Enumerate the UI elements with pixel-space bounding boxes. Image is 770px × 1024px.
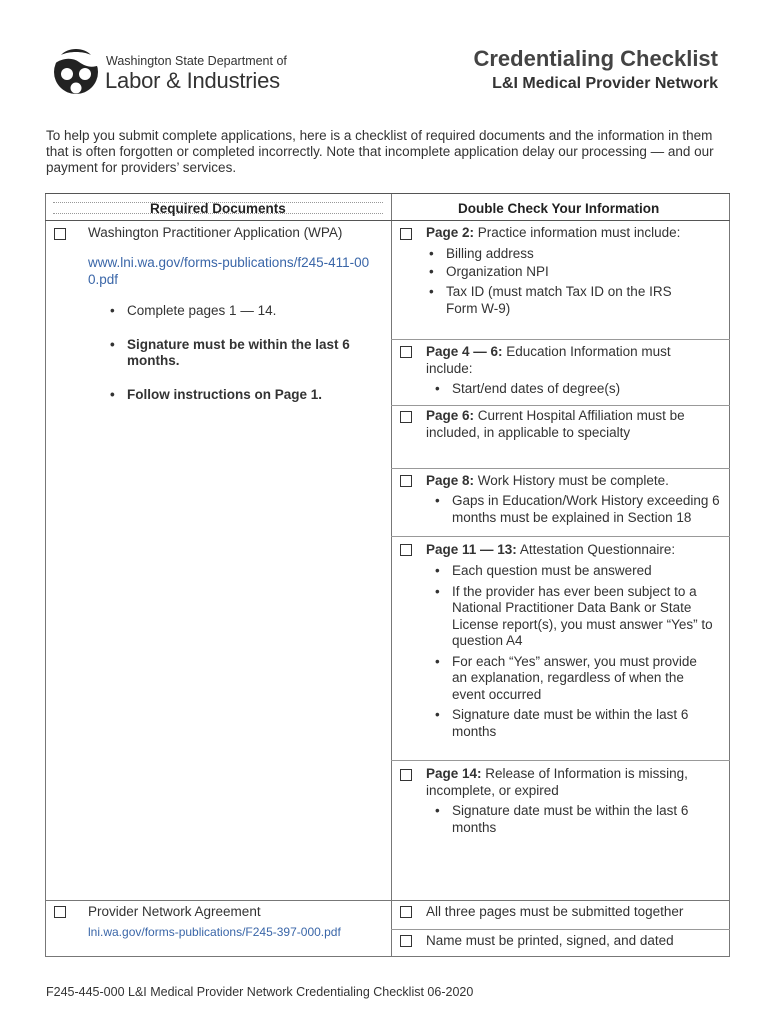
pna-checkbox[interactable] [54,906,66,918]
page-title: Credentialing Checklist [473,46,718,71]
agency-name-line1: Washington State Department of [106,54,287,68]
page-2-text: Page 2: Practice information must include: [426,225,681,240]
list-item: • Billing address [426,246,696,263]
page-subtitle: L&I Medical Provider Network [492,75,718,92]
page-6-text: Page 6: Current Hospital Affiliation must be included, in applicable to specialty [426,408,685,440]
page-14-bullet-list [432,803,714,836]
list-item: • If the provider has ever been subject to a National Practitioner Data Bank or State License report(s), you must answer “Yes” to question A4 [432,584,714,650]
list-item: • Signature must be within the last 6 months. [107,337,367,370]
checklist-table [45,193,730,957]
page-14-checkbox[interactable] [400,769,412,781]
page-11-13-checkbox[interactable] [400,544,412,556]
page-11-13-text: Page 11 — 13: Attestation Questionnaire: [426,542,676,557]
page-8-checkbox[interactable] [400,475,412,487]
pna-pages-text: All three pages must be submitted together [426,904,684,919]
pna-label: Provider Network Agreement [88,904,261,919]
list-item: • For each “Yes” answer, you must provide an explanation, regardless of when the event occurred [432,654,714,704]
agency-logo [52,44,287,100]
page-11-13-bullet-list [432,563,714,744]
page-14-text: Page 14: Release of Information is missing, incomplete, or expired [426,766,688,798]
page-4-6-checkbox[interactable] [400,346,412,358]
page-2-bullet-list [426,246,696,317]
list-item: • Gaps in Education/Work History exceeding 6 months must be explained in Section 18 [432,493,722,526]
list-item: • Each question must be answered [432,563,714,580]
pna-signature-checkbox[interactable] [400,935,412,947]
page-8-text: Page 8: Work History must be complete. [426,473,669,488]
page-4-6-bullet-list [432,381,712,398]
wpa-bullet-list [107,303,367,403]
page-6-checkbox[interactable] [400,411,412,423]
wpa-checkbox[interactable] [54,228,66,240]
pna-pages-checkbox[interactable] [400,906,412,918]
wpa-form-link[interactable]: www.lni.wa.gov/forms-publications/f245-411-000.pdf [88,255,370,287]
page-8-bullet-list [432,493,722,526]
agency-logo-mark-icon [52,44,100,96]
page-4-6-text: Page 4 — 6: Education Information must include: [426,344,671,376]
col-header-double-check: Double Check Your Information [458,201,660,216]
wpa-label: Washington Practitioner Application (WPA) [88,225,343,240]
col-header-required-documents: Required Documents [150,201,286,216]
form-footer: F245-445-000 L&I Medical Provider Network Credentialing Checklist 06-2020 [46,985,474,999]
page-2-checkbox[interactable] [400,228,412,240]
agency-name-line2: Labor & Industries [105,68,280,93]
pna-form-link[interactable]: lni.wa.gov/forms-publications/F245-397-000.pdf [88,925,341,939]
list-item: • Start/end dates of degree(s) [432,381,712,398]
list-item: • Signature date must be within the last 6 months [432,803,714,836]
intro-paragraph: To help you submit complete applications, here is a checklist of required documents and the information in them that is often forgotten or completed incorrectly. Note that incomplete application delay our processing — and our payment for providers’ services. [46,128,714,175]
list-item: • Signature date must be within the last 6 months [432,707,714,740]
list-item: • Tax ID (must match Tax ID on the IRS Form W-9) [426,284,696,317]
list-item: • Follow instructions on Page 1. [107,387,367,404]
list-item: • Organization NPI [426,264,696,281]
pna-signature-text: Name must be printed, signed, and dated [426,933,674,948]
list-item: • Complete pages 1 — 14. [107,303,367,320]
